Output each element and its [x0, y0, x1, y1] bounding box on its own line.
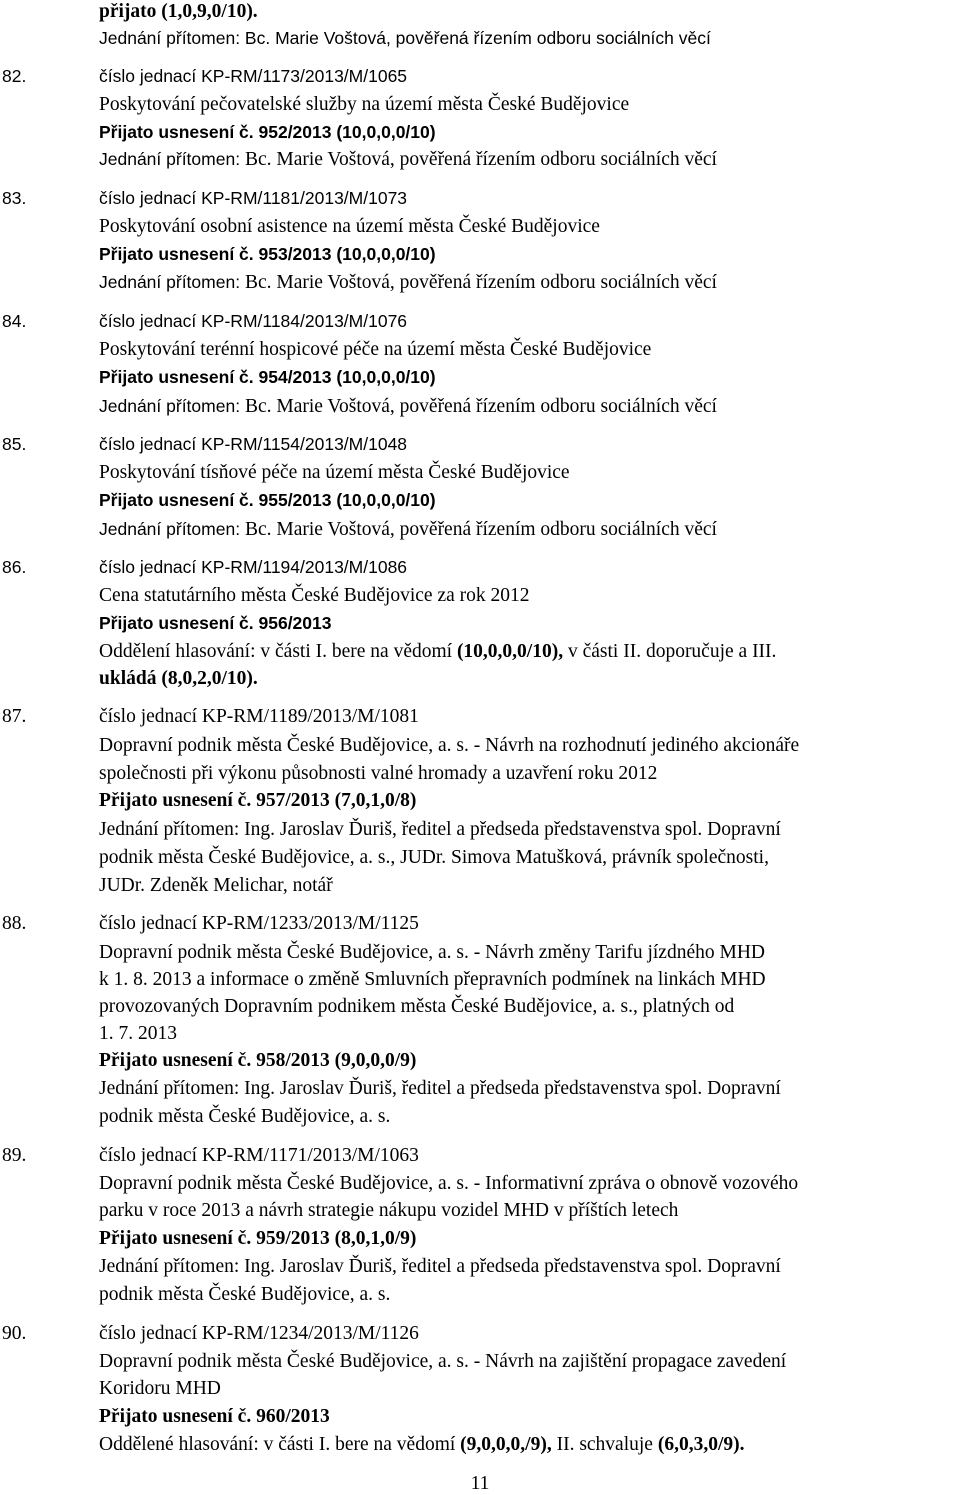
item-title: k 1. 8. 2013 a informace o změně Smluvních přepravních podmínek na linkách MHD — [99, 969, 766, 990]
item-present: Jednání přítomen: Bc. Marie Voštová, pověřená řízením odboru sociálních věcí — [99, 396, 717, 417]
item-number: 89. — [2, 1145, 27, 1166]
item-number: 82. — [2, 66, 27, 86]
item-number: 84. — [2, 311, 27, 331]
item-number: 88. — [2, 913, 27, 934]
item-title: 1. 7. 2013 — [99, 1023, 177, 1044]
item-vote-cont: ukládá (8,0,2,0/10). — [99, 668, 258, 689]
item-title: Dopravní podnik města České Budějovice, a. s. - Informativní zpráva o obnově vozového — [99, 1173, 799, 1194]
item-number: 87. — [2, 706, 27, 727]
item-title: Dopravní podnik města České Budějovice, a. s. - Návrh na rozhodnutí jediného akcionáře — [99, 735, 800, 756]
item-vote: Oddělení hlasování: v části I. bere na vědomí (10,0,0,0/10), v části II. doporučuje a III. — [99, 641, 777, 662]
continuation-present: Jednání přítomen: Bc. Marie Voštová, pověřená řízením odboru sociálních věcí — [99, 28, 711, 48]
item-resolution: Přijato usnesení č. 960/2013 — [99, 1406, 330, 1427]
item-present: Jednání přítomen: Bc. Marie Voštová, pověřená řízením odboru sociálních věcí — [99, 519, 717, 540]
item-resolution: Přijato usnesení č. 952/2013 (10,0,0,0/10) — [99, 122, 436, 142]
item-title: Koridoru MHD — [99, 1378, 221, 1399]
item-number: 83. — [2, 188, 27, 208]
item-present: Jednání přítomen: Ing. Jaroslav Ďuriš, ředitel a předseda představenstva spol. Dopravní — [99, 1256, 781, 1277]
item-present: podnik města České Budějovice, a. s. — [99, 1106, 391, 1127]
item-ref: číslo jednací KP-RM/1181/2013/M/1073 — [99, 188, 408, 208]
item-title: Poskytování tísňové péče na území města České Budějovice — [99, 462, 570, 483]
item-ref: číslo jednací KP-RM/1171/2013/M/1063 — [99, 1145, 419, 1166]
item-present: podnik města České Budějovice, a. s., JUDr. Simova Matušková, právník společnosti, — [99, 847, 769, 868]
item-ref: číslo jednací KP-RM/1154/2013/M/1048 — [99, 434, 408, 454]
item-resolution: Přijato usnesení č. 956/2013 — [99, 613, 332, 633]
item-ref: číslo jednací KP-RM/1184/2013/M/1076 — [99, 311, 408, 331]
item-ref: číslo jednací KP-RM/1189/2013/M/1081 — [99, 706, 419, 727]
item-title: provozovaných Dopravním podnikem města České Budějovice, a. s., platných od — [99, 996, 735, 1017]
item-resolution: Přijato usnesení č. 954/2013 (10,0,0,0/10) — [99, 367, 436, 387]
item-ref: číslo jednací KP-RM/1234/2013/M/1126 — [99, 1323, 419, 1344]
page-number: 11 — [470, 1473, 490, 1494]
item-title: Dopravní podnik města České Budějovice, a. s. - Návrh změny Tarifu jízdného MHD — [99, 942, 765, 963]
item-ref: číslo jednací KP-RM/1194/2013/M/1086 — [99, 557, 408, 577]
item-present: Jednání přítomen: Ing. Jaroslav Ďuriš, ředitel a předseda představenstva spol. Dopravní — [99, 819, 781, 840]
item-present: Jednání přítomen: Ing. Jaroslav Ďuriš, ředitel a předseda představenstva spol. Dopravní — [99, 1078, 781, 1099]
item-vote: Oddělené hlasování: v části I. bere na vědomí (9,0,0,0,/9), II. schvaluje (6,0,3,0/9). — [99, 1434, 745, 1455]
item-title: Cena statutárního města České Budějovice za rok 2012 — [99, 585, 530, 606]
item-resolution: Přijato usnesení č. 953/2013 (10,0,0,0/10) — [99, 244, 436, 264]
item-number: 86. — [2, 557, 27, 577]
item-ref: číslo jednací KP-RM/1233/2013/M/1125 — [99, 913, 419, 934]
item-title: Poskytování osobní asistence na území města České Budějovice — [99, 216, 600, 237]
item-resolution: Přijato usnesení č. 959/2013 (8,0,1,0/9) — [99, 1228, 417, 1249]
item-present: JUDr. Zdeněk Melichar, notář — [99, 875, 333, 896]
item-present: Jednání přítomen: Bc. Marie Voštová, pověřená řízením odboru sociálních věcí — [99, 272, 717, 293]
item-resolution: Přijato usnesení č. 957/2013 (7,0,1,0/8) — [99, 790, 417, 811]
continuation-resolution: přijato (1,0,9,0/10). — [99, 1, 258, 22]
item-ref: číslo jednací KP-RM/1173/2013/M/1065 — [99, 66, 408, 86]
item-title: Dopravní podnik města České Budějovice, a. s. - Návrh na zajištění propagace zavedení — [99, 1351, 787, 1372]
item-resolution: Přijato usnesení č. 958/2013 (9,0,0,0/9) — [99, 1050, 417, 1071]
item-title: Poskytování terénní hospicové péče na území města České Budějovice — [99, 339, 652, 360]
item-number: 85. — [2, 434, 27, 454]
item-title: Poskytování pečovatelské služby na území města České Budějovice — [99, 94, 630, 115]
item-present: Jednání přítomen: Bc. Marie Voštová, pověřená řízením odboru sociálních věcí — [99, 149, 717, 170]
item-resolution: Přijato usnesení č. 955/2013 (10,0,0,0/10) — [99, 490, 436, 510]
item-title: parku v roce 2013 a návrh strategie nákupu vozidel MHD v příštích letech — [99, 1200, 679, 1221]
item-title: společnosti při výkonu působnosti valné hromady a uzavření roku 2012 — [99, 763, 658, 784]
item-number: 90. — [2, 1323, 27, 1344]
item-present: podnik města České Budějovice, a. s. — [99, 1284, 391, 1305]
